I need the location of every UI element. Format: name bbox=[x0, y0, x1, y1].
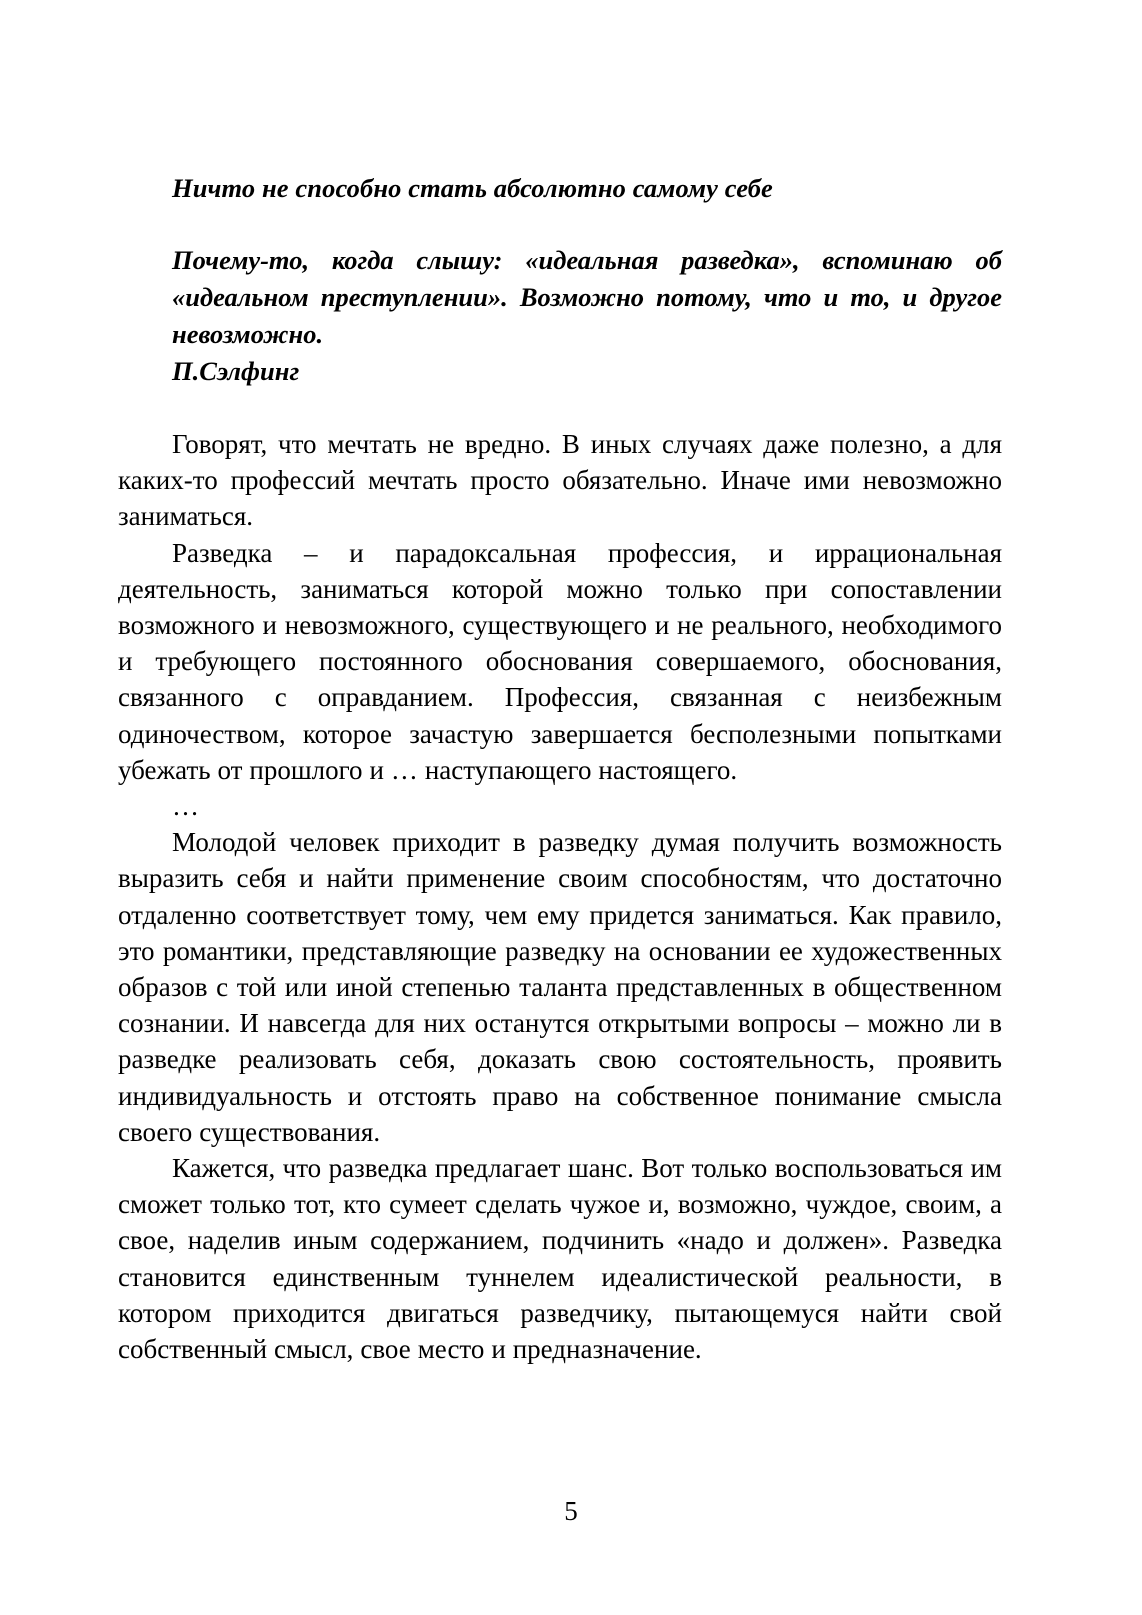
body-text bbox=[118, 426, 1002, 1367]
epigraph-quote: Почему-то, когда слышу: «идеальная разведка», вспоминаю об «идеальном преступлении». Возможно потому, что и то, и другое невозможно. bbox=[172, 245, 1002, 349]
body-paragraph-ellipsis: … bbox=[172, 791, 199, 822]
body-paragraph: Говорят, что мечтать не вредно. В иных случаях даже полезно, а для каких-то профессий мечтать просто обязательно. Иначе ими невозможно заниматься. bbox=[118, 429, 1002, 532]
epigraph-block bbox=[172, 170, 1002, 390]
body-paragraph: Молодой человек приходит в разведку думая получить возможность выразить себя и найти применение своим способностям, что достаточно отдаленно соответствует тому, чем ему придется заниматься. Как правило, это романтики, представляющие разведку на основании ее художественных образов с той или иной степенью таланта представленных в общественном сознании. И навсегда для них останутся открытыми вопросы – можно ли в разведке реализовать себя, доказать свою состоятельность, проявить индивидуальность и отстоять право на собственное понимание смысла своего существования. bbox=[118, 827, 1002, 1147]
page-number: 5 bbox=[564, 1496, 578, 1526]
page-content bbox=[118, 170, 1002, 1367]
body-paragraph: Кажется, что разведка предлагает шанс. Вот только воспользоваться им сможет только тот, кто сумеет сделать чужое и, возможно, чуждое, своим, а свое, наделив иным содержанием, подчинить «надо и должен». Разведка становится единственным туннелем идеалистической реальности, в котором приходится двигаться разведчику, пытающемуся найти свой собственный смысл, свое место и предназначение. bbox=[118, 1153, 1002, 1365]
epigraph-author: П.Сэлфинг bbox=[172, 356, 300, 386]
page-title: Ничто не способно стать абсолютно самому себе bbox=[172, 173, 773, 203]
epigraph-spacer bbox=[172, 206, 1002, 242]
body-paragraph: Разведка – и парадоксальная профессия, и иррациональная деятельность, заниматься которой можно только при сопоставлении возможного и невозможного, существующего и не реального, необходимого и требующего постоянного обоснования совершаемого, обоснования, связанного с оправданием. Профессия, связанная с неизбежным одиночеством, которое зачастую завершается бесполезными попытками убежать от прошлого и … наступающего настоящего. bbox=[118, 537, 1002, 785]
